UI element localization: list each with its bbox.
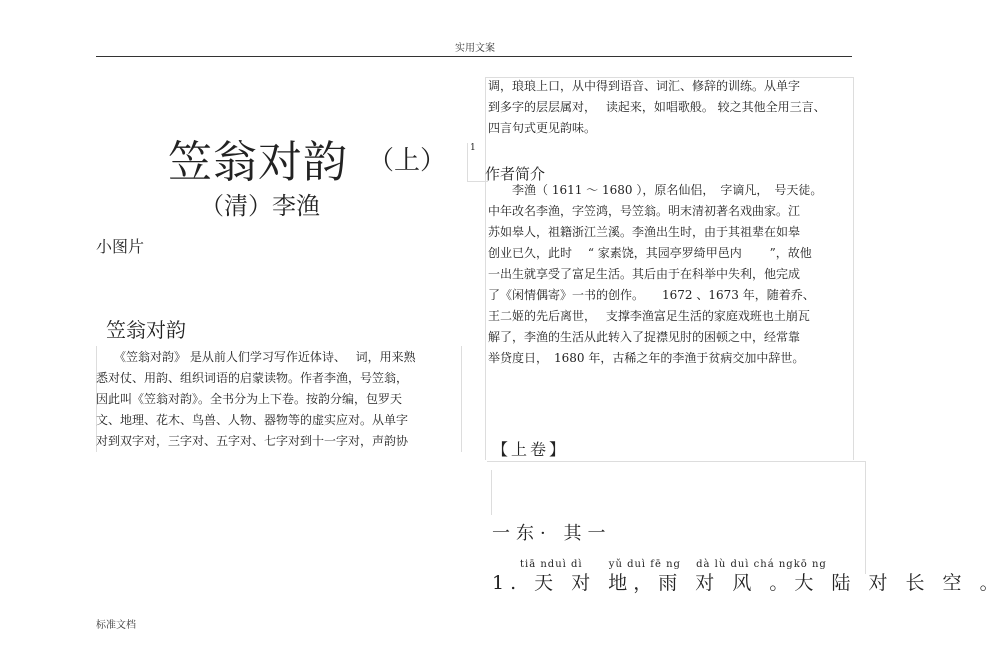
intro-line: 因此叫《笠翁对韵》。全书分为上下卷。按韵分编，包罗天 <box>96 392 403 406</box>
author-intro-line: 李渔（ 1611 ～ 1680 ），原名仙侣， 字谪凡， 号天徒。 <box>488 183 823 197</box>
small-picture-placeholder: 小图片 <box>96 237 145 256</box>
book-title: 笠翁对韵 <box>168 137 348 188</box>
intro-continuation-line: 四言句式更见韵味。 <box>488 121 597 135</box>
intro-line: 悉对仗、用韵、组织词语的启蒙读物。作者李渔，号笠翁， <box>96 371 409 385</box>
book-author: （清）李渔 <box>200 192 320 220</box>
author-intro-line: 一出生就享受了富足生活。其后由于在科举中失利，他完成 <box>488 267 801 281</box>
verse-line: 1. 天 对 地，雨 对 风 。大 陆 对 长 空 。 <box>492 572 1005 594</box>
author-intro-line: 苏如皋人，祖籍浙江兰溪。李渔出生时，由于其祖辈在如皋 <box>488 225 801 239</box>
intro-line: 对到双字对，三字对、五字对、七字对到十一字对，声韵协 <box>96 434 409 448</box>
page-header: 实用文案 <box>455 43 495 54</box>
author-intro-heading: 作者简介 <box>485 165 546 183</box>
volume-frame-rule <box>491 470 492 515</box>
intro-line: 文、地理、花木、鸟兽、人物、器物等的虚实应对。从单字 <box>96 413 409 427</box>
page-footer: 标准文档 <box>96 620 136 631</box>
intro-line: 《笠翁对韵》 是从前人们学习写作近体诗、 词，用来熟 <box>96 350 416 364</box>
verse-pinyin: tiā nduì dì yǔ duì fē ng dà lù duì chá ngkō ng <box>520 559 827 570</box>
author-intro-paragraph <box>488 180 852 369</box>
author-intro-line: 了《闲情偶寄》一书的创作。 1672 、1673 年，随着乔、 <box>488 288 815 302</box>
intro-continuation <box>488 76 852 139</box>
intro-continuation-line: 到多字的层层属对， 读起来，如唱歌般。 较之其他全用三言、 <box>488 100 826 114</box>
author-intro-line: 举贷度日， 1680 年，古稀之年的李渔于贫病交加中辞世。 <box>488 351 805 365</box>
page-number: 1 <box>467 143 488 182</box>
header-divider <box>96 56 852 57</box>
intro-heading: 笠翁对韵 <box>106 318 186 342</box>
author-intro-line: 中年改名李渔，字笠鸿，号笠翁。明末清初著名戏曲家。江 <box>488 204 801 218</box>
author-intro-line: 解了，李渔的生活从此转入了捉襟见肘的困顿之中，经常靠 <box>488 330 801 344</box>
book-title-volume: （上） <box>368 146 447 176</box>
author-intro-line: 王二姬的先后离世， 支撑李渔富足生活的家庭戏班也土崩瓦 <box>488 309 810 323</box>
intro-paragraph <box>96 347 460 452</box>
rhyme-heading: 一东· 其一 <box>492 523 612 544</box>
intro-continuation-line: 调，琅琅上口，从中得到语音、词汇、修辞的训练。从单字 <box>488 79 801 93</box>
author-intro-line: 创业已久，此时 “ 家素饶，其园亭罗绮甲邑内 ”，故他 <box>488 246 812 260</box>
volume-heading: 【上卷】 <box>492 440 569 459</box>
